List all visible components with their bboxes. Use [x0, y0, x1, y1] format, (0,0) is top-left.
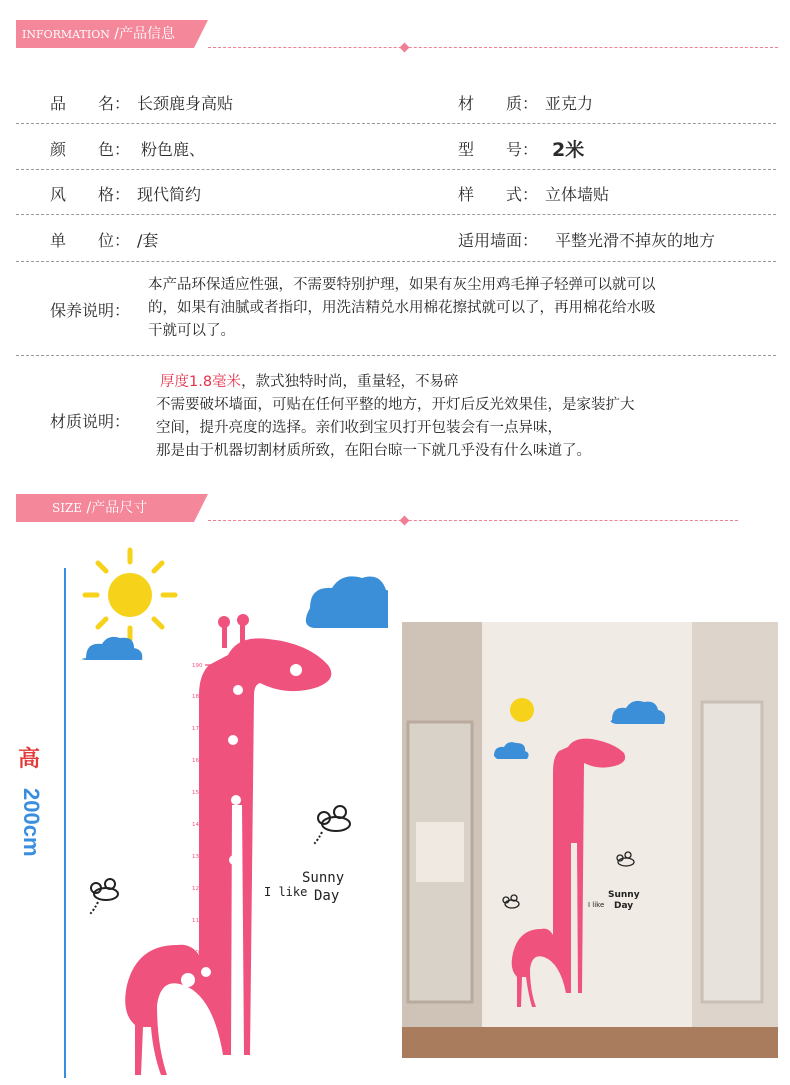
care-label: 保养说明： — [50, 301, 131, 320]
spec-key-model: 型 号： — [458, 140, 539, 159]
spec-val-wall: 平整光滑不掉灰的地方 — [555, 231, 716, 250]
spec-val-name: 长颈鹿身高贴 — [137, 94, 234, 113]
info-tab-en: INFORMATION — [22, 28, 110, 41]
spec-key-wall: 适用墙面： — [458, 231, 539, 250]
bee-icon — [314, 806, 350, 844]
ruler-tick-label: 160 — [192, 758, 203, 764]
decal-i-like: I like — [264, 885, 308, 899]
spec-val-material: 亚克力 — [545, 94, 594, 113]
bee-icon — [90, 879, 118, 914]
spec-divider — [16, 169, 776, 170]
size-tab-en: SIZE — [52, 501, 83, 515]
spec-val-style: 现代简约 — [137, 185, 202, 204]
ruler-tick-label: 110 — [192, 918, 203, 924]
spec-divider — [16, 214, 776, 215]
size-tab-cn: /产品尺寸 — [82, 500, 148, 516]
decal-sunny: Sunny — [302, 870, 345, 886]
info-header-line — [208, 47, 778, 48]
size-section-tab — [16, 494, 194, 522]
spec-key-name: 品 名： — [50, 94, 131, 113]
info-section-tab — [16, 20, 194, 48]
info-tab-cn: /产品信息 — [109, 26, 176, 42]
spec-val-model: 2米 — [552, 139, 585, 161]
spec-divider — [16, 261, 776, 262]
material-label: 材质说明： — [50, 412, 131, 431]
room-photo — [402, 622, 778, 1058]
decal-day: Day — [314, 888, 340, 904]
ruler-tick-label: 180 — [192, 694, 203, 700]
care-divider — [16, 355, 776, 356]
ruler-tick-label: 170 — [192, 726, 203, 732]
size-header-line — [208, 520, 738, 521]
photo-decal-sunny: Sunny — [608, 890, 640, 900]
spec-divider — [16, 123, 776, 124]
cloud-icon — [82, 637, 142, 660]
material-line: ，款式独特时尚，重量轻，不易碎 — [241, 374, 459, 390]
spec-key-form: 样 式： — [458, 185, 539, 204]
spec-key-style: 风 格： — [50, 185, 131, 204]
size-header-diamond — [400, 516, 410, 526]
care-line: 干就可以了。 — [148, 323, 235, 339]
ruler-tick-label: 190 — [192, 663, 203, 669]
spec-key-material: 材 质： — [458, 94, 539, 113]
photo-decal-i-like: I like — [588, 901, 605, 909]
height-label: 高 — [18, 747, 41, 772]
spec-key-unit: 单 位： — [50, 231, 131, 250]
info-header-diamond — [400, 43, 410, 53]
giraffe-illustration — [78, 540, 388, 1080]
care-text — [148, 274, 768, 343]
spec-val-unit: /套 — [137, 231, 159, 250]
ruler-tick-label: 150 — [192, 790, 203, 796]
spec-val-form: 立体墙贴 — [545, 185, 610, 204]
ruler-tick-label: 130 — [192, 854, 203, 860]
material-text — [156, 371, 770, 463]
material-highlight: 厚度1.8毫米 — [160, 374, 242, 390]
photo-decal-day: Day — [614, 901, 634, 911]
ruler-tick-label: 120 — [192, 886, 203, 892]
ruler-tick-label: 140 — [192, 822, 203, 828]
sun-icon — [85, 550, 175, 640]
material-line: 那是由于机器切割材质所致，在阳台晾一下就几乎没有什么味道了。 — [156, 443, 591, 459]
height-value: 200cm — [19, 788, 44, 857]
cloud-icon — [306, 576, 388, 628]
care-line: 的，如果有油腻或者指印，用洗洁精兑水用棉花擦拭就可以了，再用棉花给水吸 — [148, 300, 656, 316]
care-line: 本产品环保适应性强，不需要特别护理，如果有灰尘用鸡毛掸子轻弹可以就可以 — [148, 277, 656, 293]
height-axis-line — [64, 568, 66, 1078]
ruler-tick-label: 100 — [192, 950, 203, 956]
spec-val-color: 粉色鹿、 — [141, 140, 206, 159]
spec-key-color: 颜 色： — [50, 140, 131, 159]
giraffe-icon — [125, 614, 331, 1075]
material-line: 空间，提升亮度的选择。亲们收到宝贝打开包装会有一点异味， — [156, 420, 562, 436]
material-line: 不需要破坏墙面，可贴在任何平整的地方，开灯后反光效果佳，是家装扩大 — [156, 397, 635, 413]
